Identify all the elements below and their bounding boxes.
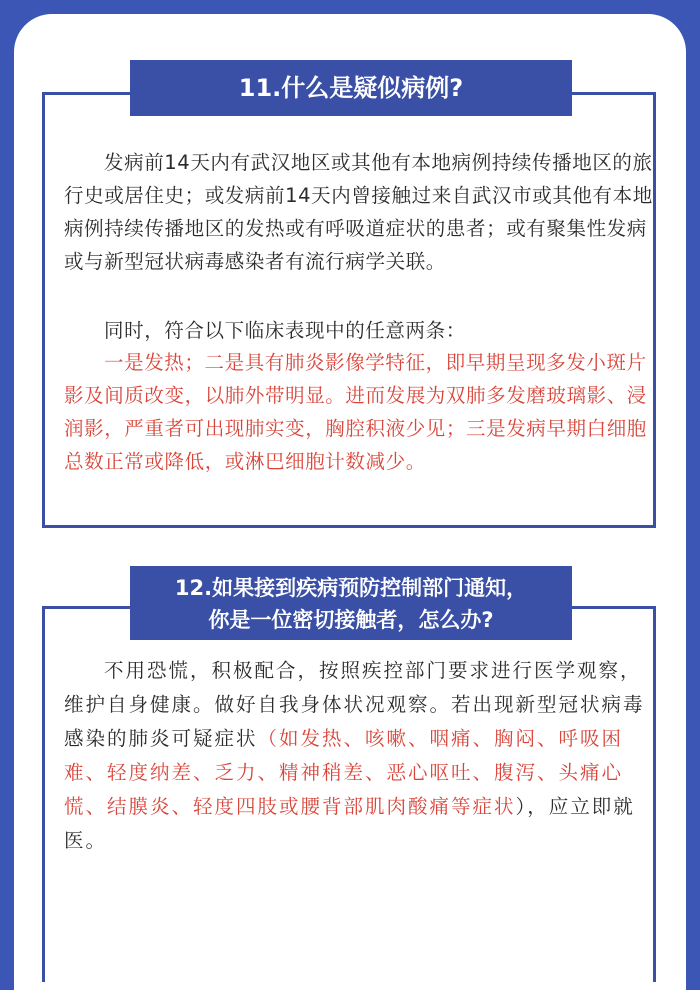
section-12-intro-text: 不用恐慌，积极配合，按照疾控部门要求进行医学观察，维护自身健康。做好自我身体状况观察。若出现新型冠状病毒感染的肺炎可疑症状 (64, 659, 645, 750)
section-12-paragraph (64, 654, 654, 858)
section-12-title-line-1: 12.如果接到疾病预防控制部门通知， (174, 576, 528, 600)
section-11-paragraph-criteria-intro: 同时，符合以下临床表现中的任意两条： (104, 319, 466, 342)
section-11-title: 11.什么是疑似病例? (130, 60, 572, 116)
section-12-title-line-2: 你是一位密切接触者，怎么办? (208, 608, 494, 632)
section-11-paragraph-definition: 发病前14天内有武汉地区或其他有本地病例持续传播地区的旅行史或居住史；或发病前14天内曾接触过来自武汉市或其他有本地病例持续传播地区的发热或有呼吸道症状的患者；或有聚集性发病或与新型冠状病毒感染者有流行病学关联。 (64, 151, 653, 273)
section-12-ending-text: ），应立即就医。 (64, 795, 635, 852)
section-11-paragraph-criteria: 一是发热；二是具有肺炎影像学特征，即早期呈现多发小斑片影及间质改变，以肺外带明显。进而发展为双肺多发磨玻璃影、浸润影，严重者可出现肺实变，胸腔积液少见；三是发病早期白细胞总数正常或降低，或淋巴细胞计数减少。 (64, 351, 647, 473)
section-12-title (130, 566, 572, 640)
section-12-symptoms-text: （如发热、咳嗽、咽痛、胸闷、呼吸困难、轻度纳差、乏力、精神稍差、恶心呕吐、腹泻、头痛心慌、结膜炎、轻度四肢或腰背部肌肉酸痛等症状 (64, 727, 624, 818)
